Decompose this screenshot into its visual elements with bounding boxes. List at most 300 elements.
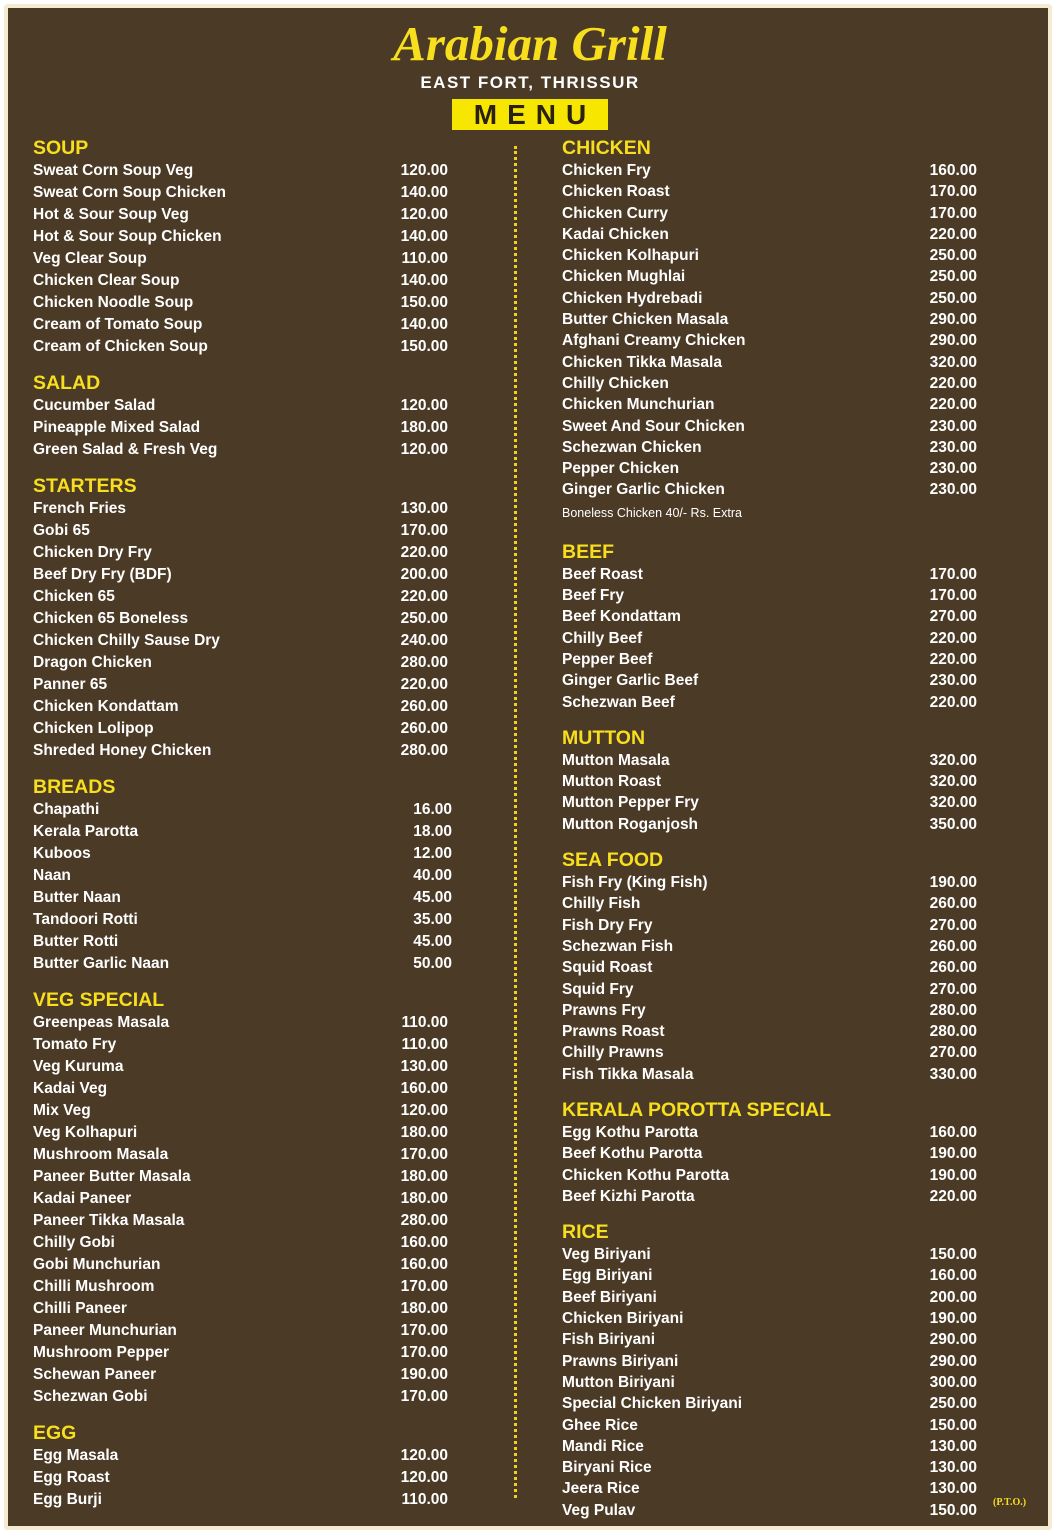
item-price: 130.00 (400, 500, 448, 517)
item-price: 40.00 (413, 867, 452, 884)
item-price: 160.00 (400, 1080, 448, 1097)
menu-item (33, 1232, 473, 1254)
menu-item (562, 181, 982, 202)
menu-item (33, 1386, 473, 1408)
item-name: Egg Biriyani (562, 1267, 653, 1285)
item-name: Butter Naan (33, 889, 121, 906)
menu-item (562, 893, 982, 914)
item-price: 200.00 (929, 1288, 977, 1306)
menu-item (562, 330, 982, 351)
item-price: 140.00 (400, 184, 448, 201)
item-name: Naan (33, 867, 71, 884)
column-divider (514, 146, 517, 1498)
item-price: 120.00 (400, 441, 448, 458)
item-price: 200.00 (400, 566, 448, 583)
item-name: Sweet And Sour Chicken (562, 417, 745, 435)
item-name: Greenpeas Masala (33, 1014, 170, 1031)
item-price: 220.00 (929, 1187, 977, 1205)
item-price: 170.00 (400, 1322, 448, 1339)
item-name: Chilli Paneer (33, 1300, 127, 1317)
menu-item (33, 865, 473, 887)
menu-item (33, 1188, 473, 1210)
menu-item (33, 292, 473, 314)
menu-item (33, 909, 473, 931)
menu-item (562, 288, 982, 309)
item-name: Chicken 65 (33, 588, 115, 605)
item-name: Tandoori Rotti (33, 911, 138, 928)
item-name: Cream of Chicken Soup (33, 338, 208, 355)
item-price: 320.00 (929, 794, 977, 812)
item-price: 120.00 (400, 1102, 448, 1119)
menu-item (33, 226, 473, 248)
item-price: 130.00 (929, 1437, 977, 1455)
menu-item (33, 931, 473, 953)
menu-item (562, 606, 982, 627)
item-name: Egg Roast (33, 1469, 110, 1486)
section-title: STARTERS (33, 475, 137, 497)
menu-item (33, 1056, 473, 1078)
item-price: 150.00 (929, 1416, 977, 1434)
item-price: 250.00 (929, 247, 977, 265)
item-name: Chicken Curry (562, 204, 668, 222)
menu-item (33, 630, 473, 652)
item-name: Sweat Corn Soup Chicken (33, 184, 226, 201)
item-name: French Fries (33, 500, 127, 517)
item-price: 230.00 (929, 438, 977, 456)
menu-item (33, 1467, 473, 1489)
item-name: Chicken Lolipop (33, 720, 154, 737)
item-name: Sweat Corn Soup Veg (33, 162, 194, 179)
item-name: Veg Pulav (562, 1501, 636, 1519)
item-name: Schezwan Fish (562, 937, 674, 955)
item-price: 240.00 (400, 632, 448, 649)
section-title: RICE (562, 1221, 609, 1244)
item-name: Hot & Sour Soup Veg (33, 206, 189, 223)
item-name: Butter Garlic Naan (33, 955, 170, 972)
menu-item (562, 670, 982, 691)
item-price: 230.00 (929, 672, 977, 690)
menu-item (33, 564, 473, 586)
menu-item (562, 692, 982, 713)
item-name: Chilly Fish (562, 895, 641, 913)
item-name: Mutton Roganjosh (562, 815, 699, 833)
item-price: 260.00 (929, 937, 977, 955)
item-name: Chicken Dry Fry (33, 544, 152, 561)
menu-item (562, 1393, 982, 1414)
menu-item (562, 1000, 982, 1021)
menu-item (33, 821, 473, 843)
item-price: 260.00 (400, 720, 448, 737)
item-name: Kadai Veg (33, 1080, 108, 1097)
section-title: MUTTON (562, 726, 646, 749)
item-price: 260.00 (400, 698, 448, 715)
menu-item (33, 1342, 473, 1364)
restaurant-location: EAST FORT, THRISSUR (420, 73, 640, 92)
item-name: Kadai Paneer (33, 1190, 132, 1207)
item-name: Beef Kizhi Parotta (562, 1187, 695, 1205)
section-title: EGG (33, 1422, 77, 1444)
item-name: Butter Chicken Masala (562, 311, 729, 329)
menu-item (562, 479, 982, 500)
menu-item (562, 373, 982, 394)
menu-item (33, 799, 473, 821)
item-price: 150.00 (400, 338, 448, 355)
item-name: Veg Biriyani (562, 1246, 651, 1264)
item-price: 160.00 (400, 1256, 448, 1273)
section-chicken (562, 136, 982, 527)
item-price: 220.00 (929, 374, 977, 392)
left-column (33, 136, 473, 1524)
menu-item (562, 437, 982, 458)
section-mutton (562, 726, 982, 835)
menu-item (33, 160, 473, 182)
section-title: CHICKEN (562, 137, 651, 159)
item-price: 270.00 (929, 608, 977, 626)
item-price: 260.00 (929, 959, 977, 977)
item-name: Schezwan Gobi (33, 1388, 148, 1405)
item-name: Beef Kondattam (562, 608, 681, 626)
item-name: Pineapple Mixed Salad (33, 419, 201, 436)
item-price: 170.00 (929, 587, 977, 605)
item-name: Jeera Rice (562, 1480, 640, 1498)
menu-item (33, 887, 473, 909)
item-price: 35.00 (413, 911, 452, 928)
item-price: 190.00 (929, 1145, 977, 1163)
item-price: 45.00 (413, 933, 452, 950)
section-starters (33, 474, 473, 762)
menu-item (562, 564, 982, 585)
item-price: 280.00 (929, 1001, 977, 1019)
item-price: 290.00 (929, 1331, 977, 1349)
menu-item (33, 270, 473, 292)
item-name: Mutton Biriyani (562, 1373, 675, 1391)
item-price: 160.00 (929, 1267, 977, 1285)
item-price: 270.00 (929, 980, 977, 998)
menu-item (562, 224, 982, 245)
menu-item (562, 1329, 982, 1350)
item-name: Egg Masala (33, 1447, 119, 1464)
item-price: 45.00 (413, 889, 452, 906)
menu-item (562, 915, 982, 936)
menu-item (562, 1287, 982, 1308)
menu-item (562, 1457, 982, 1478)
item-price: 220.00 (929, 396, 977, 414)
item-name: Fish Dry Fry (562, 916, 653, 934)
item-name: Biryani Rice (562, 1459, 652, 1477)
section-veg-special (33, 988, 473, 1408)
item-price: 300.00 (929, 1373, 977, 1391)
item-name: Chicken 65 Boneless (33, 610, 189, 627)
item-name: Chapathi (33, 801, 100, 818)
right-column (562, 136, 982, 1534)
item-price: 250.00 (929, 289, 977, 307)
menu-item (562, 585, 982, 606)
item-price: 180.00 (400, 419, 448, 436)
menu-item (33, 439, 473, 461)
menu-item (33, 674, 473, 696)
menu-item (562, 814, 982, 835)
menu-item (562, 245, 982, 266)
section-rice (562, 1220, 982, 1521)
item-price: 220.00 (929, 693, 977, 711)
menu-item (33, 586, 473, 608)
item-name: Special Chicken Biriyani (562, 1395, 743, 1413)
item-name: Chicken Noodle Soup (33, 294, 194, 311)
item-price: 180.00 (400, 1168, 448, 1185)
menu-item (562, 1478, 982, 1499)
section-title: VEG SPECIAL (33, 989, 165, 1011)
menu-item (33, 740, 473, 762)
section-title: KERALA POROTTA SPECIAL (562, 1098, 832, 1121)
item-name: Paneer Tikka Masala (33, 1212, 185, 1229)
section-title: BREADS (33, 776, 116, 798)
item-name: Mutton Roast (562, 773, 662, 791)
menu-item (33, 1012, 473, 1034)
menu-item (562, 872, 982, 893)
menu-item (562, 979, 982, 1000)
item-price: 270.00 (929, 916, 977, 934)
item-price: 250.00 (929, 268, 977, 286)
item-price: 150.00 (929, 1246, 977, 1264)
item-price: 180.00 (400, 1300, 448, 1317)
menu-item (33, 395, 473, 417)
item-price: 280.00 (400, 1212, 448, 1229)
item-name: Prawns Roast (562, 1023, 665, 1041)
item-name: Panner 65 (33, 676, 108, 693)
item-price: 170.00 (929, 565, 977, 583)
menu-item (562, 957, 982, 978)
item-price: 170.00 (400, 1146, 448, 1163)
item-name: Chicken Chilly Sause Dry (33, 632, 220, 649)
menu-label: MENU (452, 99, 608, 130)
menu-item (33, 843, 473, 865)
item-name: Ghee Rice (562, 1416, 638, 1434)
section-egg (33, 1421, 473, 1511)
item-price: 150.00 (400, 294, 448, 311)
menu-item (33, 1298, 473, 1320)
item-price: 280.00 (400, 742, 448, 759)
item-name: Beef Dry Fry (BDF) (33, 566, 172, 583)
menu-item (562, 416, 982, 437)
menu-item (562, 792, 982, 813)
item-name: Fish Fry (King Fish) (562, 874, 708, 892)
menu-item (33, 1489, 473, 1511)
item-name: Chicken Kolhapuri (562, 247, 699, 265)
section-breads (33, 775, 473, 975)
item-name: Schezwan Chicken (562, 438, 702, 456)
menu-item (33, 542, 473, 564)
menu-item (562, 1415, 982, 1436)
menu-item (562, 1351, 982, 1372)
item-name: Cream of Tomato Soup (33, 316, 203, 333)
item-name: Chilly Chicken (562, 374, 669, 392)
item-name: Mushroom Pepper (33, 1344, 170, 1361)
item-price: 350.00 (929, 815, 977, 833)
item-price: 110.00 (401, 1491, 448, 1508)
item-price: 230.00 (929, 460, 977, 478)
menu-item (562, 649, 982, 670)
item-price: 280.00 (400, 654, 448, 671)
item-price: 140.00 (400, 272, 448, 289)
item-name: Paneer Butter Masala (33, 1168, 191, 1185)
item-name: Fish Tikka Masala (562, 1065, 694, 1083)
item-price: 220.00 (400, 588, 448, 605)
menu-item (33, 417, 473, 439)
menu-item (33, 1254, 473, 1276)
section-title: SEA FOOD (562, 849, 664, 872)
item-name: Egg Kothu Parotta (562, 1123, 699, 1141)
item-price: 250.00 (400, 610, 448, 627)
item-price: 290.00 (929, 1352, 977, 1370)
item-price: 170.00 (400, 522, 448, 539)
item-price: 320.00 (929, 353, 977, 371)
menu-item (562, 1064, 982, 1085)
menu-item (33, 336, 473, 358)
item-price: 170.00 (929, 204, 977, 222)
item-name: Butter Rotti (33, 933, 119, 950)
menu-item (33, 1276, 473, 1298)
menu-item (562, 458, 982, 479)
menu-item (562, 1042, 982, 1063)
menu-item (562, 1021, 982, 1042)
item-name: Mutton Masala (562, 751, 670, 769)
item-price: 220.00 (929, 225, 977, 243)
menu-item (33, 1122, 473, 1144)
menu-item (562, 1143, 982, 1164)
menu-item (33, 718, 473, 740)
item-name: Chicken Biriyani (562, 1310, 684, 1328)
item-name: Paneer Munchurian (33, 1322, 177, 1339)
item-price: 320.00 (929, 773, 977, 791)
menu-item (562, 203, 982, 224)
item-name: Chicken Munchurian (562, 396, 715, 414)
item-price: 130.00 (929, 1480, 977, 1498)
menu-item (562, 750, 982, 771)
item-price: 290.00 (929, 311, 977, 329)
item-price: 270.00 (929, 1044, 977, 1062)
menu-item (33, 1100, 473, 1122)
item-name: Beef Roast (562, 565, 643, 583)
item-price: 220.00 (929, 650, 977, 668)
item-name: Veg Kuruma (33, 1058, 124, 1075)
item-price: 290.00 (929, 332, 977, 350)
item-name: Squid Fry (562, 980, 634, 998)
item-name: Chicken Kondattam (33, 698, 179, 715)
item-name: Fish Biriyani (562, 1331, 656, 1349)
item-name: Chilly Gobi (33, 1234, 115, 1251)
section-title: BEEF (562, 540, 615, 563)
item-price: 140.00 (400, 316, 448, 333)
item-name: Gobi 65 (33, 522, 90, 539)
menu-item (562, 266, 982, 287)
menu-item (562, 1500, 982, 1521)
pto-note: (P.T.O.) (993, 1497, 1027, 1508)
menu-item (33, 248, 473, 270)
item-price: 110.00 (401, 250, 448, 267)
item-name: Chilly Beef (562, 629, 643, 647)
menu-item (562, 160, 982, 181)
menu-item (562, 628, 982, 649)
item-price: 230.00 (929, 417, 977, 435)
menu-item (562, 1372, 982, 1393)
item-name: Dragon Chicken (33, 654, 152, 671)
menu-item (33, 1034, 473, 1056)
item-price: 170.00 (929, 183, 977, 201)
item-price: 230.00 (929, 481, 977, 499)
section-salad (33, 371, 473, 461)
section-title: SOUP (33, 137, 89, 159)
item-price: 170.00 (400, 1388, 448, 1405)
item-name: Chicken Tikka Masala (562, 353, 722, 371)
item-name: Schezwan Beef (562, 693, 675, 711)
restaurant-name: Arabian Grill (393, 16, 667, 71)
item-price: 50.00 (413, 955, 452, 972)
item-price: 190.00 (929, 1166, 977, 1184)
menu-item (562, 1244, 982, 1265)
menu-item (562, 394, 982, 415)
menu-item (33, 520, 473, 542)
item-price: 190.00 (929, 1310, 977, 1328)
item-name: Green Salad & Fresh Veg (33, 441, 218, 458)
item-name: Mushroom Masala (33, 1146, 169, 1163)
item-price: 120.00 (400, 206, 448, 223)
menu-item (33, 1210, 473, 1232)
item-name: Prawns Biriyani (562, 1352, 679, 1370)
menu-item (33, 1320, 473, 1342)
menu-item (33, 182, 473, 204)
item-price: 12.00 (413, 845, 452, 862)
item-price: 180.00 (400, 1190, 448, 1207)
item-price: 110.00 (401, 1036, 448, 1053)
menu-item (562, 1186, 982, 1207)
menu-item (562, 1122, 982, 1143)
item-price: 160.00 (400, 1234, 448, 1251)
item-name: Prawns Fry (562, 1001, 646, 1019)
menu-item (33, 1166, 473, 1188)
item-price: 120.00 (400, 1469, 448, 1486)
item-name: Schewan Paneer (33, 1366, 157, 1383)
menu-item (562, 352, 982, 373)
item-name: Chicken Fry (562, 162, 651, 179)
item-price: 330.00 (929, 1065, 977, 1083)
item-price: 120.00 (400, 162, 448, 179)
item-price: 130.00 (929, 1459, 977, 1477)
section-note: Boneless Chicken 40/- Rs. Extra (562, 505, 742, 520)
menu-item (562, 1165, 982, 1186)
menu-item (562, 771, 982, 792)
item-price: 280.00 (929, 1023, 977, 1041)
item-name: Beef Kothu Parotta (562, 1145, 703, 1163)
item-name: Mandi Rice (562, 1437, 644, 1455)
menu-item (33, 498, 473, 520)
menu-item (33, 953, 473, 975)
section-title: SALAD (33, 372, 101, 394)
item-price: 320.00 (929, 751, 977, 769)
item-price: 190.00 (929, 874, 977, 892)
menu-item (33, 1144, 473, 1166)
menu-item (33, 608, 473, 630)
menu-item (33, 652, 473, 674)
item-name: Egg Burji (33, 1491, 102, 1508)
menu-item (562, 309, 982, 330)
menu-item (33, 1078, 473, 1100)
item-name: Chilly Prawns (562, 1044, 664, 1062)
section-soup (33, 136, 473, 358)
menu-item (33, 1364, 473, 1386)
item-name: Shreded Honey Chicken (33, 742, 212, 759)
item-price: 140.00 (400, 228, 448, 245)
item-price: 220.00 (929, 629, 977, 647)
